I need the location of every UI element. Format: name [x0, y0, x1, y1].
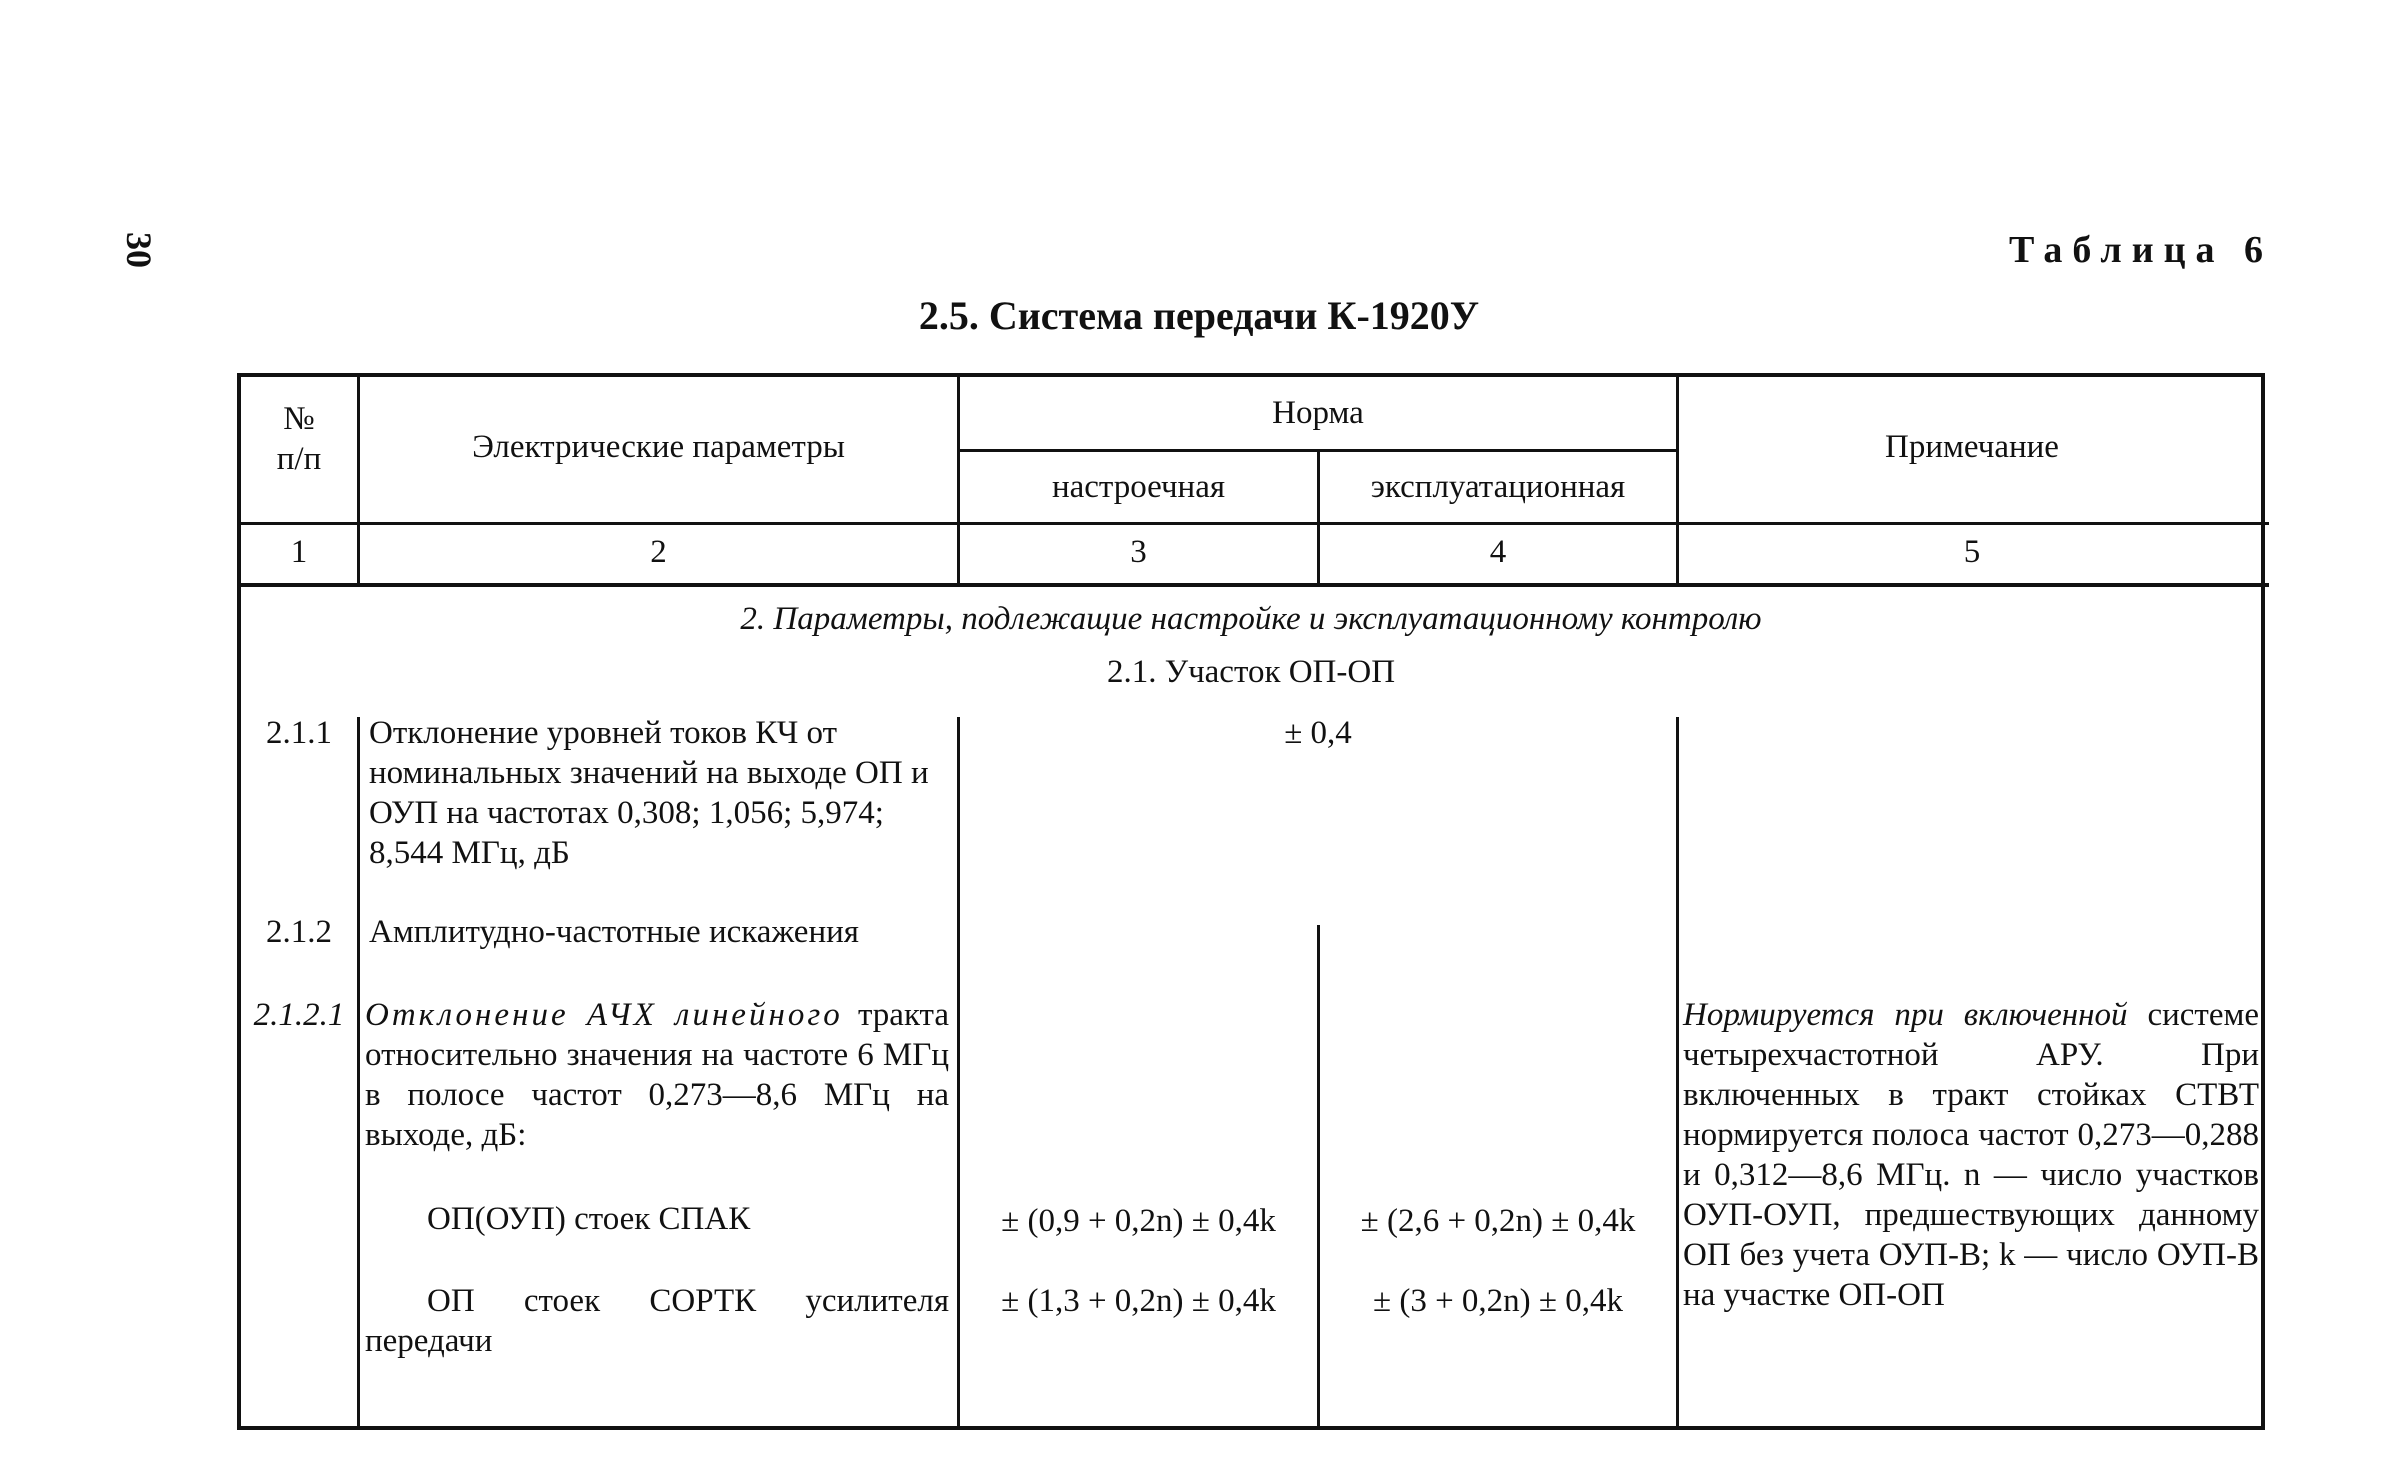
header-parameters: Электрические параметры: [472, 429, 845, 465]
row-note: [1683, 995, 2259, 1315]
row-number: 2.1.2: [266, 914, 332, 950]
row-norm: ± 0,4: [1284, 715, 1352, 751]
divider: [241, 583, 2269, 587]
table-title: 2.5. Система передачи К-1920У: [918, 293, 1480, 338]
divider: [1676, 717, 1679, 1430]
row-parameter: Отклонение уровней токов КЧ от номинальных значений на выходе ОП и ОУП на частотах 0,308; 1,056; 5,974; 8,544 МГц, дБ: [369, 715, 929, 871]
parameters-table: [237, 373, 2265, 1430]
row-number: 2.1.1: [266, 715, 332, 751]
row-parameter-lead: Отклонение АЧХ линейного: [365, 997, 843, 1033]
divider: [241, 522, 2269, 525]
header-norm-operational: эксплуатационная: [1370, 469, 1626, 505]
row-norm-operational: ± (2,6 + 0,2n) ± 0,4k: [1360, 1203, 1636, 1239]
column-number: 3: [1130, 534, 1147, 570]
column-number: 1: [290, 534, 308, 570]
column-number: 2: [650, 534, 667, 570]
row-parameter-rest: тракта относительно значения на частоте 6 МГц в полосе частот 0,273—8,6 МГц на выходе, дБ:: [365, 997, 950, 1153]
row-norm-setup: ± (1,3 + 0,2n) ± 0,4k: [1001, 1283, 1276, 1319]
divider: [357, 717, 360, 1430]
row-parameter: ОП(ОУП) стоек СПАК: [427, 1201, 751, 1237]
column-number: 5: [1963, 534, 1981, 570]
divider: [957, 449, 1679, 452]
row-parameter: ОП стоек СОРТК усилителя передачи: [365, 1283, 949, 1359]
page-number: 30: [119, 232, 159, 268]
row-parameter: Амплитудно-частотные искажения: [369, 914, 859, 950]
row-parameter: [365, 995, 949, 1155]
header-note: Примечание: [1885, 429, 2059, 465]
column-number: 4: [1489, 534, 1507, 570]
header-number: № п/п: [276, 401, 322, 477]
divider: [957, 717, 960, 1430]
row-note-lead: Нормируется при включенной: [1683, 997, 2128, 1033]
row-number: 2.1.2.1: [253, 997, 345, 1033]
section-title: 2. Параметры, подлежащие настройке и эксплуатационному контролю: [740, 601, 1762, 637]
table-label: Таблица 6: [2008, 229, 2273, 271]
row-norm-setup: ± (0,9 + 0,2n) ± 0,4k: [1001, 1203, 1276, 1239]
divider: [1317, 925, 1320, 1430]
row-note-rest: системе четырехчастотной АРУ. При включенных в тракт стойках СТВТ нормируется полоса частот 0,273—0,288 и 0,312—8,6 МГц. n — число участков ОУП-ОУП, предшествующих данному ОП без учета ОУП-В; k — число ОУП-В на участке ОП-ОП: [1683, 997, 2259, 1313]
row-norm-operational: ± (3 + 0,2n) ± 0,4k: [1372, 1283, 1624, 1319]
subsection-title: 2.1. Участок ОП-ОП: [1106, 654, 1396, 690]
header-norm-setup: настроечная: [1051, 469, 1226, 505]
header-norm: Норма: [1272, 395, 1364, 431]
